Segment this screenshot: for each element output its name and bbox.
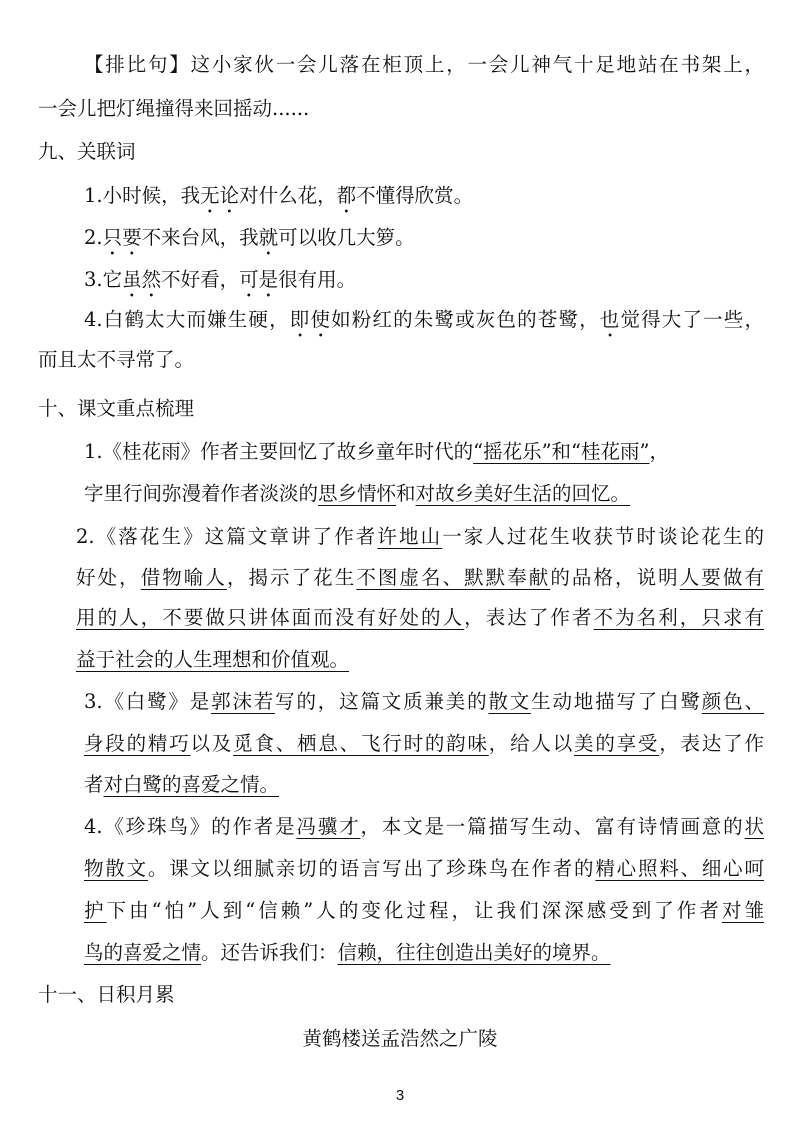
summary-2-line-1: 2.《落花生》这篇文章讲了作者许地山一家人过花生收获节时谈论花生的	[76, 525, 764, 548]
key-answer: 郭沫若	[211, 690, 276, 713]
conjunction-item-4: 4.白鹤太大而嫌生硬，即使如粉红的朱鹭或灰色的苍鹭，也觉得大了一些，	[84, 308, 764, 331]
key-answer: 不图虚名、默默奉献	[356, 566, 551, 589]
key-answer: 对白鹭的喜爱之情。	[103, 773, 280, 796]
emphasis-word: 即使	[289, 308, 332, 331]
emphasis-word: 只要	[102, 226, 142, 249]
summary-1-line-1: 1.《桂花雨》作者主要回忆了故乡童年时代的“摇花乐”和“桂花雨”，	[84, 440, 670, 463]
key-answer: 许地山	[377, 525, 443, 548]
page-number: 3	[395, 1087, 405, 1104]
emphasis-word: 无论	[200, 184, 240, 207]
summary-4-line-4: 鸟的喜爱之情。还告诉我们：信赖，往往创造出美好的境界。	[84, 941, 611, 964]
key-answer: “摇花乐”和“桂花雨”	[473, 440, 650, 463]
key-answer: 护	[84, 899, 107, 922]
summary-4-line-1: 4.《珍珠鸟》的作者是冯骥才，本文是一篇描写生动、富有诗情画意的状	[84, 815, 764, 838]
summary-3-line-3: 者对白鹭的喜爱之情。	[84, 773, 280, 796]
summary-2-line-4	[76, 650, 349, 670]
summary-4-line-2: 物散文。课文以细腻亲切的语言写出了珍珠鸟在作者的精心照料、细心呵	[84, 857, 764, 880]
key-answer: 思乡情怀	[318, 482, 397, 505]
section-9-heading: 九、关联词	[38, 140, 136, 163]
key-answer: 人要做有	[679, 566, 764, 589]
summary-1-line-2: 字里行间弥漫着作者淡淡的思乡情怀和对故乡美好生活的回忆。	[84, 482, 631, 505]
key-answer: 信赖，往往创造出美好的境界。	[337, 941, 611, 964]
emphasis-word: 都	[336, 184, 357, 207]
summary-2-line-3: 用的人，不要做只讲体面而没有好处的人，表达了作者不为名利，只求有	[76, 606, 764, 629]
emphasis-word: 虽然	[122, 268, 162, 291]
conjunction-item-3: 3.它虽然不好看，可是很有用。	[84, 268, 357, 291]
key-answer: 对雏	[721, 899, 764, 922]
key-answer: 用的人，不要做只讲体面而没有好处的人	[76, 606, 465, 629]
conjunction-item-2: 2.只要不来台风，我就可以收几大箩。	[84, 226, 415, 249]
key-answer: 借物喻人	[140, 566, 227, 589]
key-answer: 益于社会的人生理想和价值观。	[76, 648, 350, 671]
section-10-heading: 十、课文重点梳理	[38, 397, 195, 420]
key-answer: 不为名利，只求有	[593, 606, 764, 629]
emphasis-word: 就	[258, 226, 279, 249]
key-answer: 身段的精巧	[84, 732, 191, 755]
key-answer: 精心照料、细心呵	[595, 857, 764, 880]
key-answer: 颜色、	[701, 690, 764, 713]
paibi-line-2: 一会儿把灯绳撞得来回摇动......	[38, 97, 310, 120]
key-answer: 物散文	[84, 857, 148, 880]
key-answer: 对故乡美好生活的回忆。	[415, 482, 631, 505]
poem-title: 黄鹤楼送孟浩然之广陵	[302, 1027, 498, 1050]
key-answer: 美的享受	[574, 732, 660, 755]
key-answer: 觅食、栖息、飞行时的韵味	[233, 732, 489, 755]
emphasis-word: 可是	[239, 268, 279, 291]
key-answer: 冯骥才	[296, 815, 361, 838]
summary-3-line-1: 3.《白鹭》是郭沫若写的，这篇文质兼美的散文生动地描写了白鹭颜色、	[84, 690, 764, 713]
key-answer: 状	[744, 815, 764, 838]
summary-3-line-2: 身段的精巧以及觅食、栖息、飞行时的韵味，给人以美的享受，表达了作	[84, 732, 764, 755]
key-answer: 散文	[488, 690, 532, 713]
conjunction-item-4-cont: 而且太不寻常了。	[38, 348, 195, 371]
section-11-heading: 十一、日积月累	[38, 983, 175, 1006]
summary-2-line-2: 好处，借物喻人，揭示了花生不图虚名、默默奉献的品格，说明人要做有	[76, 566, 764, 589]
conjunction-item-1: 1.小时候，我无论对什么花，都不懂得欣赏。	[84, 184, 474, 207]
emphasis-word: 也	[599, 308, 621, 331]
key-answer: 鸟的喜爱之情	[84, 941, 202, 964]
paibi-line-1: 【排比句】这小家伙一会儿落在柜顶上，一会儿神气十足地站在书架上，	[84, 53, 764, 76]
summary-4-line-3: 护下由“怕”人到“信赖”人的变化过程，让我们深深感受到了作者对雏	[84, 899, 764, 922]
